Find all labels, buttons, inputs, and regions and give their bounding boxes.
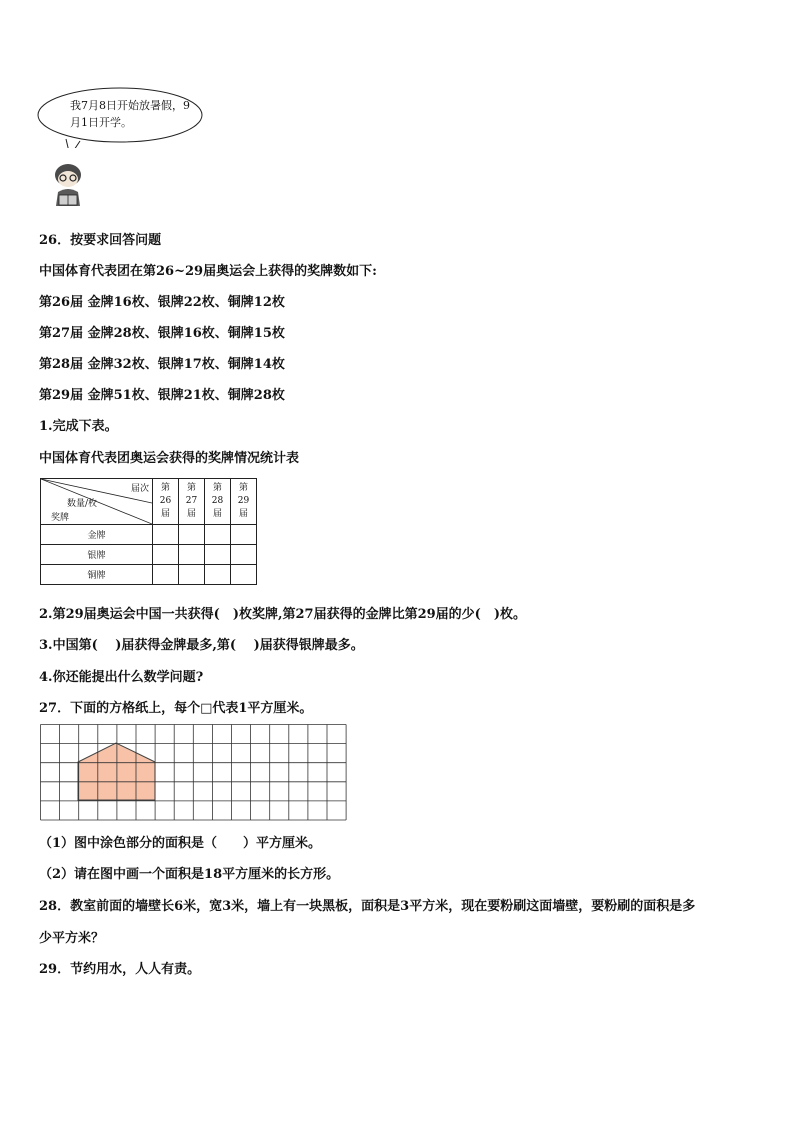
header-cell-26: 第 26 届 bbox=[153, 479, 179, 525]
table-row bbox=[41, 545, 257, 565]
row-label-gold: 金牌 bbox=[41, 525, 153, 545]
q26-sub4: 4.你还能提出什么数学问题? bbox=[39, 670, 204, 685]
q28-line2: 少平方米？ bbox=[39, 931, 105, 946]
q26-sub1: 1.完成下表。 bbox=[39, 419, 118, 434]
q26-line-29: 第29届 金牌51枚、银牌21枚、铜牌28枚 bbox=[39, 388, 285, 403]
q26-sub3: 3.中国第( )届获得金牌最多,第( )届获得银牌最多。 bbox=[39, 638, 364, 653]
q27-title: 27．下面的方格纸上，每个□代表1平方厘米。 bbox=[39, 701, 313, 716]
answer-cell[interactable] bbox=[231, 525, 257, 545]
header-cell-27: 第 27 届 bbox=[179, 479, 205, 525]
bubble-text: 我7月8日开始放暑假，9月1日开学。 bbox=[70, 99, 190, 129]
square-grid[interactable] bbox=[40, 724, 347, 821]
q28-line1: 28．教室前面的墙壁长6米，宽3米，墙上有一块黑板，面积是3平方米，现在要粉刷这面墙壁，要粉刷的面积是多 bbox=[39, 899, 696, 914]
q26-sub2: 2.第29届奥运会中国一共获得( )枚奖牌,第27届获得的金牌比第29届的少( )枚。 bbox=[39, 607, 526, 622]
q26-line-28: 第28届 金牌32枚、银牌17枚、铜牌14枚 bbox=[39, 357, 285, 372]
answer-cell[interactable] bbox=[231, 565, 257, 585]
q26-title: 26．按要求回答问题 bbox=[39, 233, 162, 248]
answer-cell[interactable] bbox=[153, 525, 179, 545]
q27-part2: （2）请在图中画一个面积是18平方厘米的长方形。 bbox=[39, 867, 340, 882]
row-label-silver: 银牌 bbox=[41, 545, 153, 565]
answer-cell[interactable] bbox=[205, 525, 231, 545]
table-corner-cell bbox=[41, 479, 153, 525]
answer-cell[interactable] bbox=[205, 565, 231, 585]
answer-cell[interactable] bbox=[179, 525, 205, 545]
answer-cell[interactable] bbox=[153, 545, 179, 565]
answer-cell[interactable] bbox=[153, 565, 179, 585]
header-cell-29: 第 29 届 bbox=[231, 479, 257, 525]
answer-cell[interactable] bbox=[179, 545, 205, 565]
answer-cell[interactable] bbox=[205, 545, 231, 565]
row-label-bronze: 铜牌 bbox=[41, 565, 153, 585]
q26-table-title: 中国体育代表团奥运会获得的奖牌情况统计表 bbox=[39, 451, 300, 466]
child-reading-icon bbox=[50, 162, 86, 212]
q29-title: 29．节约用水，人人有责。 bbox=[39, 962, 201, 977]
table-header-row bbox=[41, 479, 257, 525]
medal-table bbox=[40, 478, 257, 585]
table-row bbox=[41, 565, 257, 585]
q26-line-27: 第27届 金牌28枚、银牌16枚、铜牌15枚 bbox=[39, 326, 285, 341]
q26-line-26: 第26届 金牌16枚、银牌22枚、铜牌12枚 bbox=[39, 295, 285, 310]
answer-cell[interactable] bbox=[179, 565, 205, 585]
header-cell-28: 第 28 届 bbox=[205, 479, 231, 525]
table-row bbox=[41, 525, 257, 545]
corner-bottom-label: 奖牌 bbox=[51, 513, 70, 523]
corner-top-label: 届次 bbox=[130, 484, 149, 494]
q27-part1: （1）图中涂色部分的面积是（ ）平方厘米。 bbox=[39, 836, 322, 851]
q26-intro: 中国体育代表团在第26~29届奥运会上获得的奖牌数如下: bbox=[39, 264, 377, 279]
corner-mid-label: 数量/枚 bbox=[67, 499, 98, 509]
answer-cell[interactable] bbox=[231, 545, 257, 565]
